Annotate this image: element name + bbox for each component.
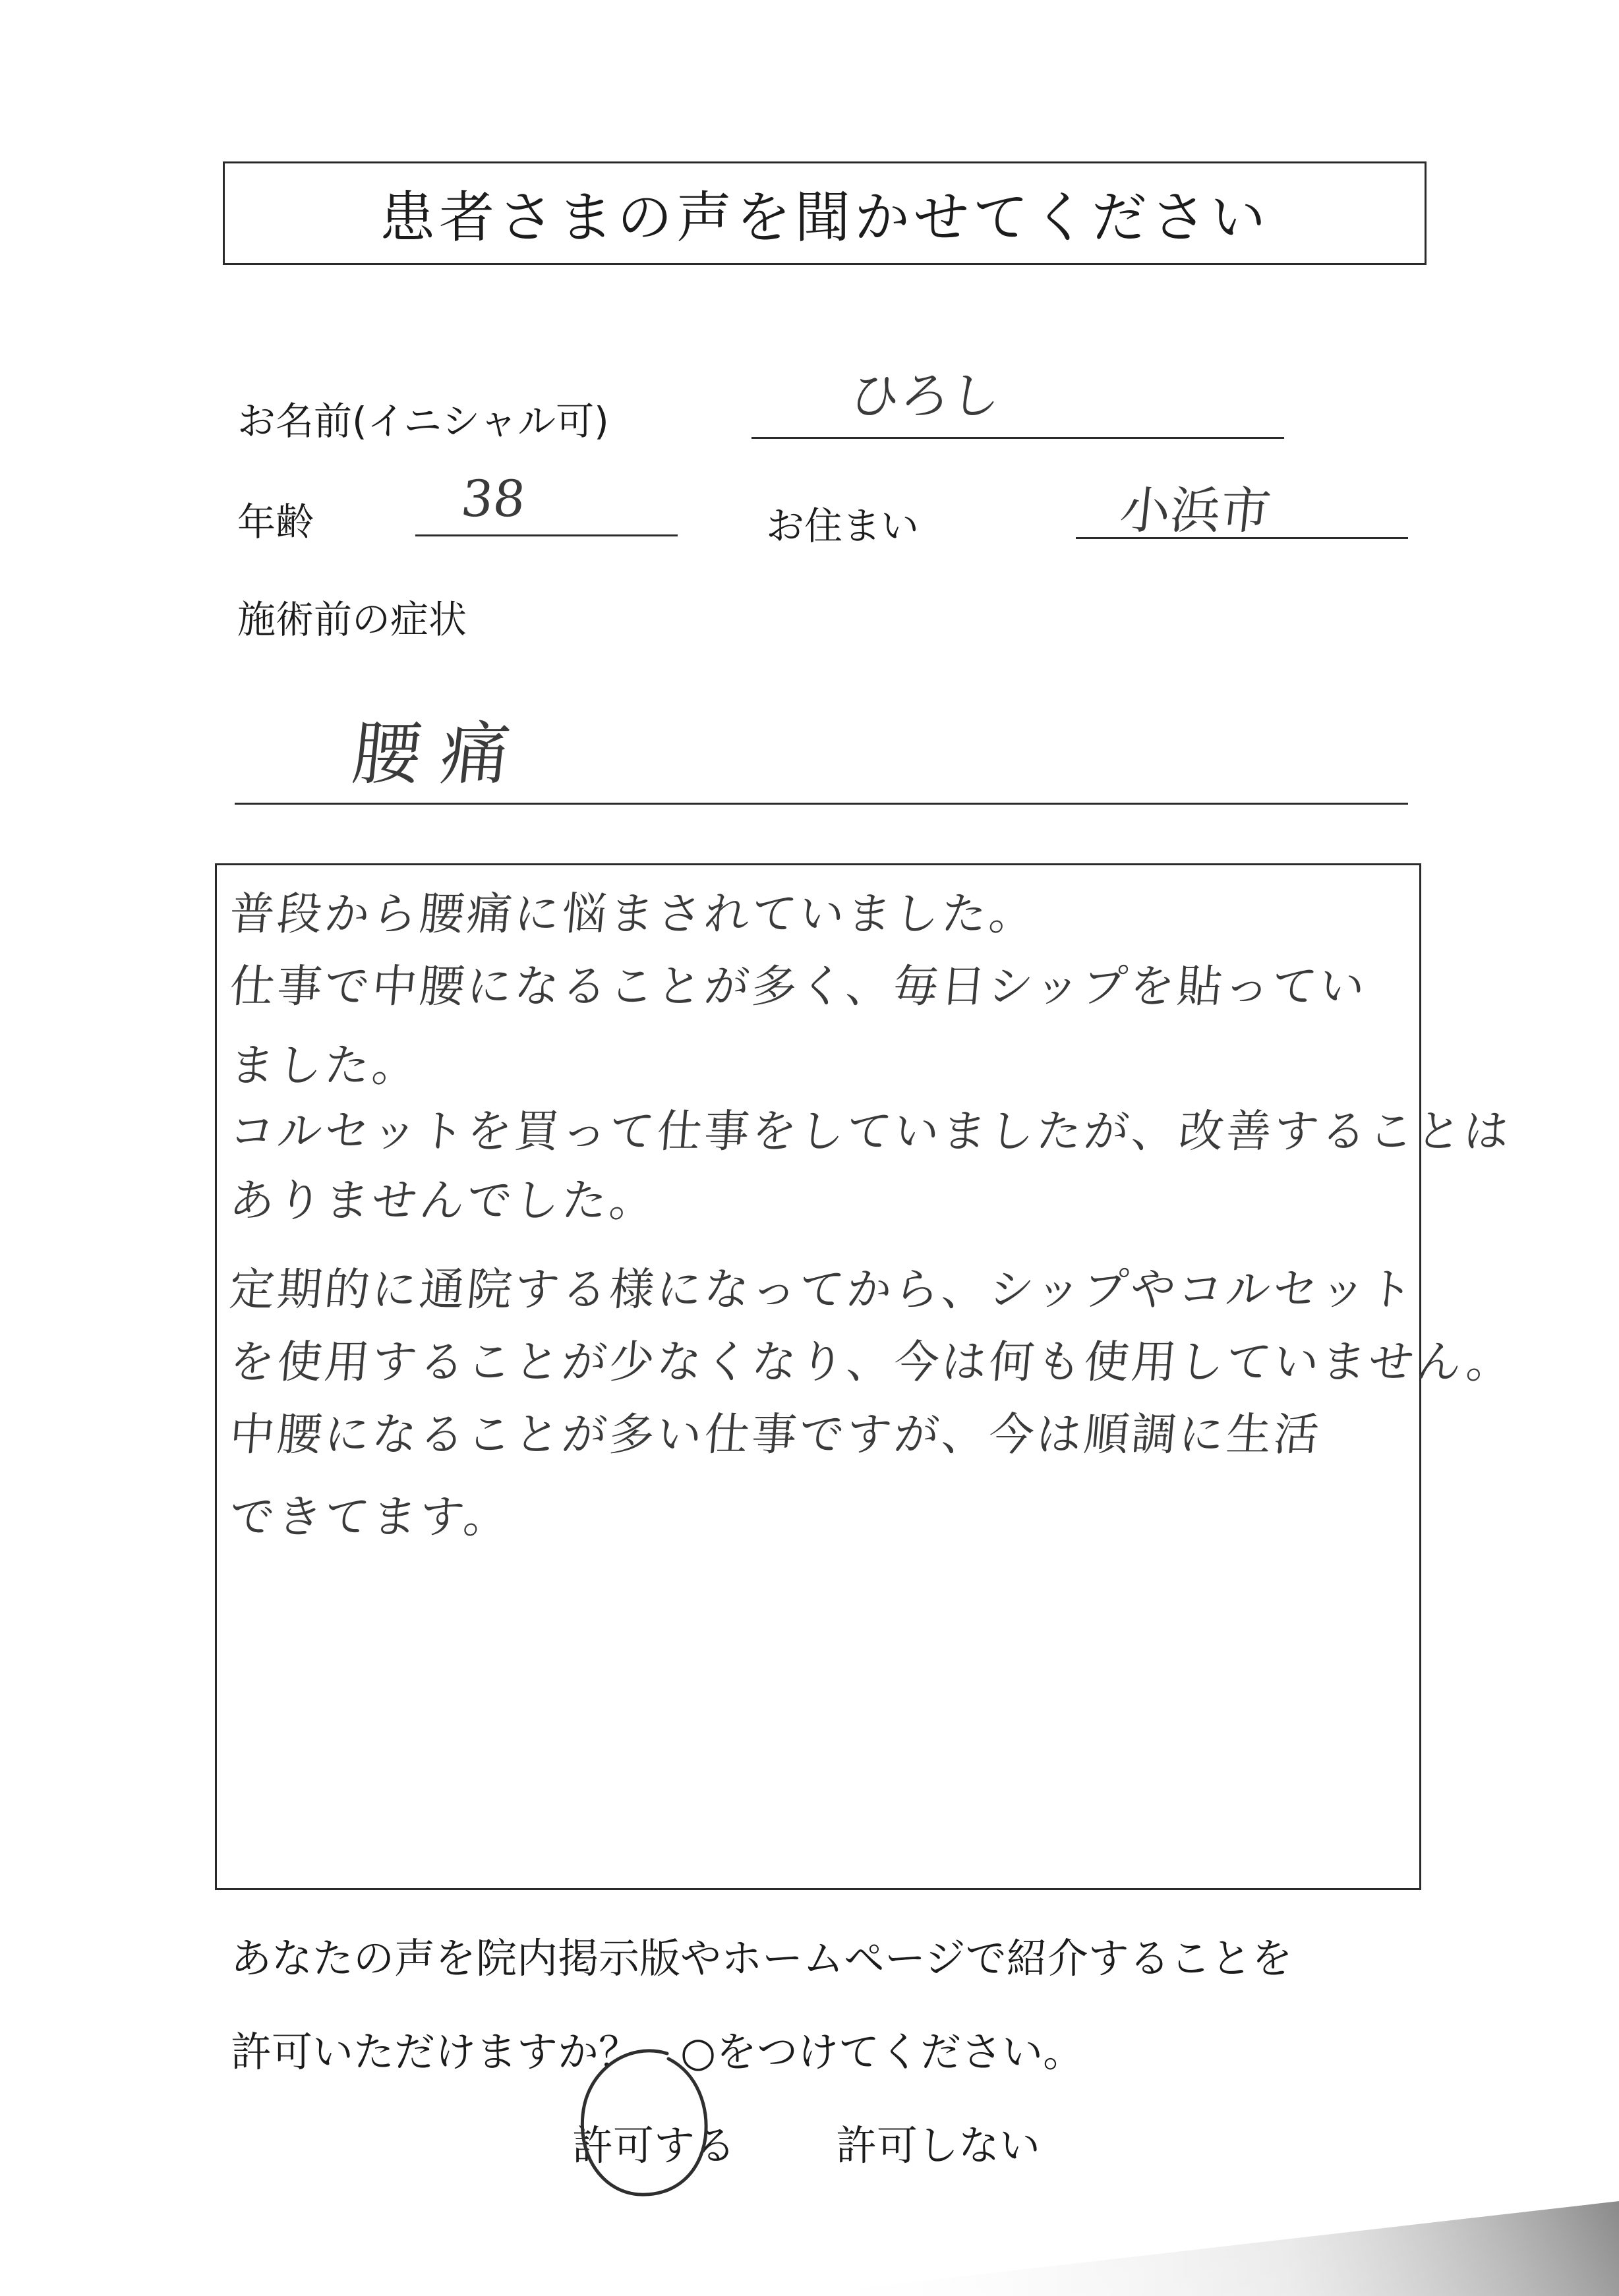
comment-line: 仕事で中腰になることが多く、毎日シップを貼ってい [227, 961, 1370, 1013]
form-title: 患者さまの声を聞かせてください [379, 185, 1270, 250]
comment-line: コルセットを買って仕事をしていましたが、改善することは [227, 1106, 1514, 1158]
name-label: お名前(イニシャル可) [237, 399, 609, 444]
symptom-value: 腰痛 [348, 714, 534, 794]
comment-box [215, 863, 1517, 1890]
symptom-underline [235, 803, 1408, 805]
scan-shadow-mark [791, 2175, 1619, 2296]
age-value: 38 [458, 469, 529, 528]
comment-line: ありませんでした。 [227, 1175, 659, 1227]
address-value: 小浜市 [1117, 481, 1274, 540]
address-label: お住まい [766, 503, 920, 548]
age-label: 年齢 [237, 500, 314, 544]
consent-question-line1: あなたの声を院内掲示版やホームページで紹介することを [231, 1934, 1293, 1982]
comment-line: 中腰になることが多い仕事ですが、今は順調に生活 [227, 1409, 1324, 1461]
title-box [223, 161, 1427, 265]
comment-line: を使用することが少なくなり、今は何も使用していません。 [227, 1336, 1517, 1389]
name-underline [751, 437, 1284, 439]
comment-line: できてます。 [227, 1491, 514, 1543]
comment-line: ました。 [227, 1040, 422, 1092]
name-value: ひろし [846, 366, 1004, 425]
option-allow[interactable]: 許可する [572, 2121, 736, 2169]
option-deny[interactable]: 許可しない [836, 2121, 1041, 2169]
symptom-label: 施術前の症状 [237, 597, 467, 642]
consent-question-line2: 許可いただけますか？ ○をつけてください。 [231, 2028, 1084, 2076]
address-underline [1076, 537, 1408, 539]
comment-line: 普段から腰痛に悩まされていました。 [227, 888, 1039, 940]
comment-line: 定期的に通院する様になってから、シップやコルセット [227, 1264, 1418, 1316]
age-underline [415, 534, 678, 536]
